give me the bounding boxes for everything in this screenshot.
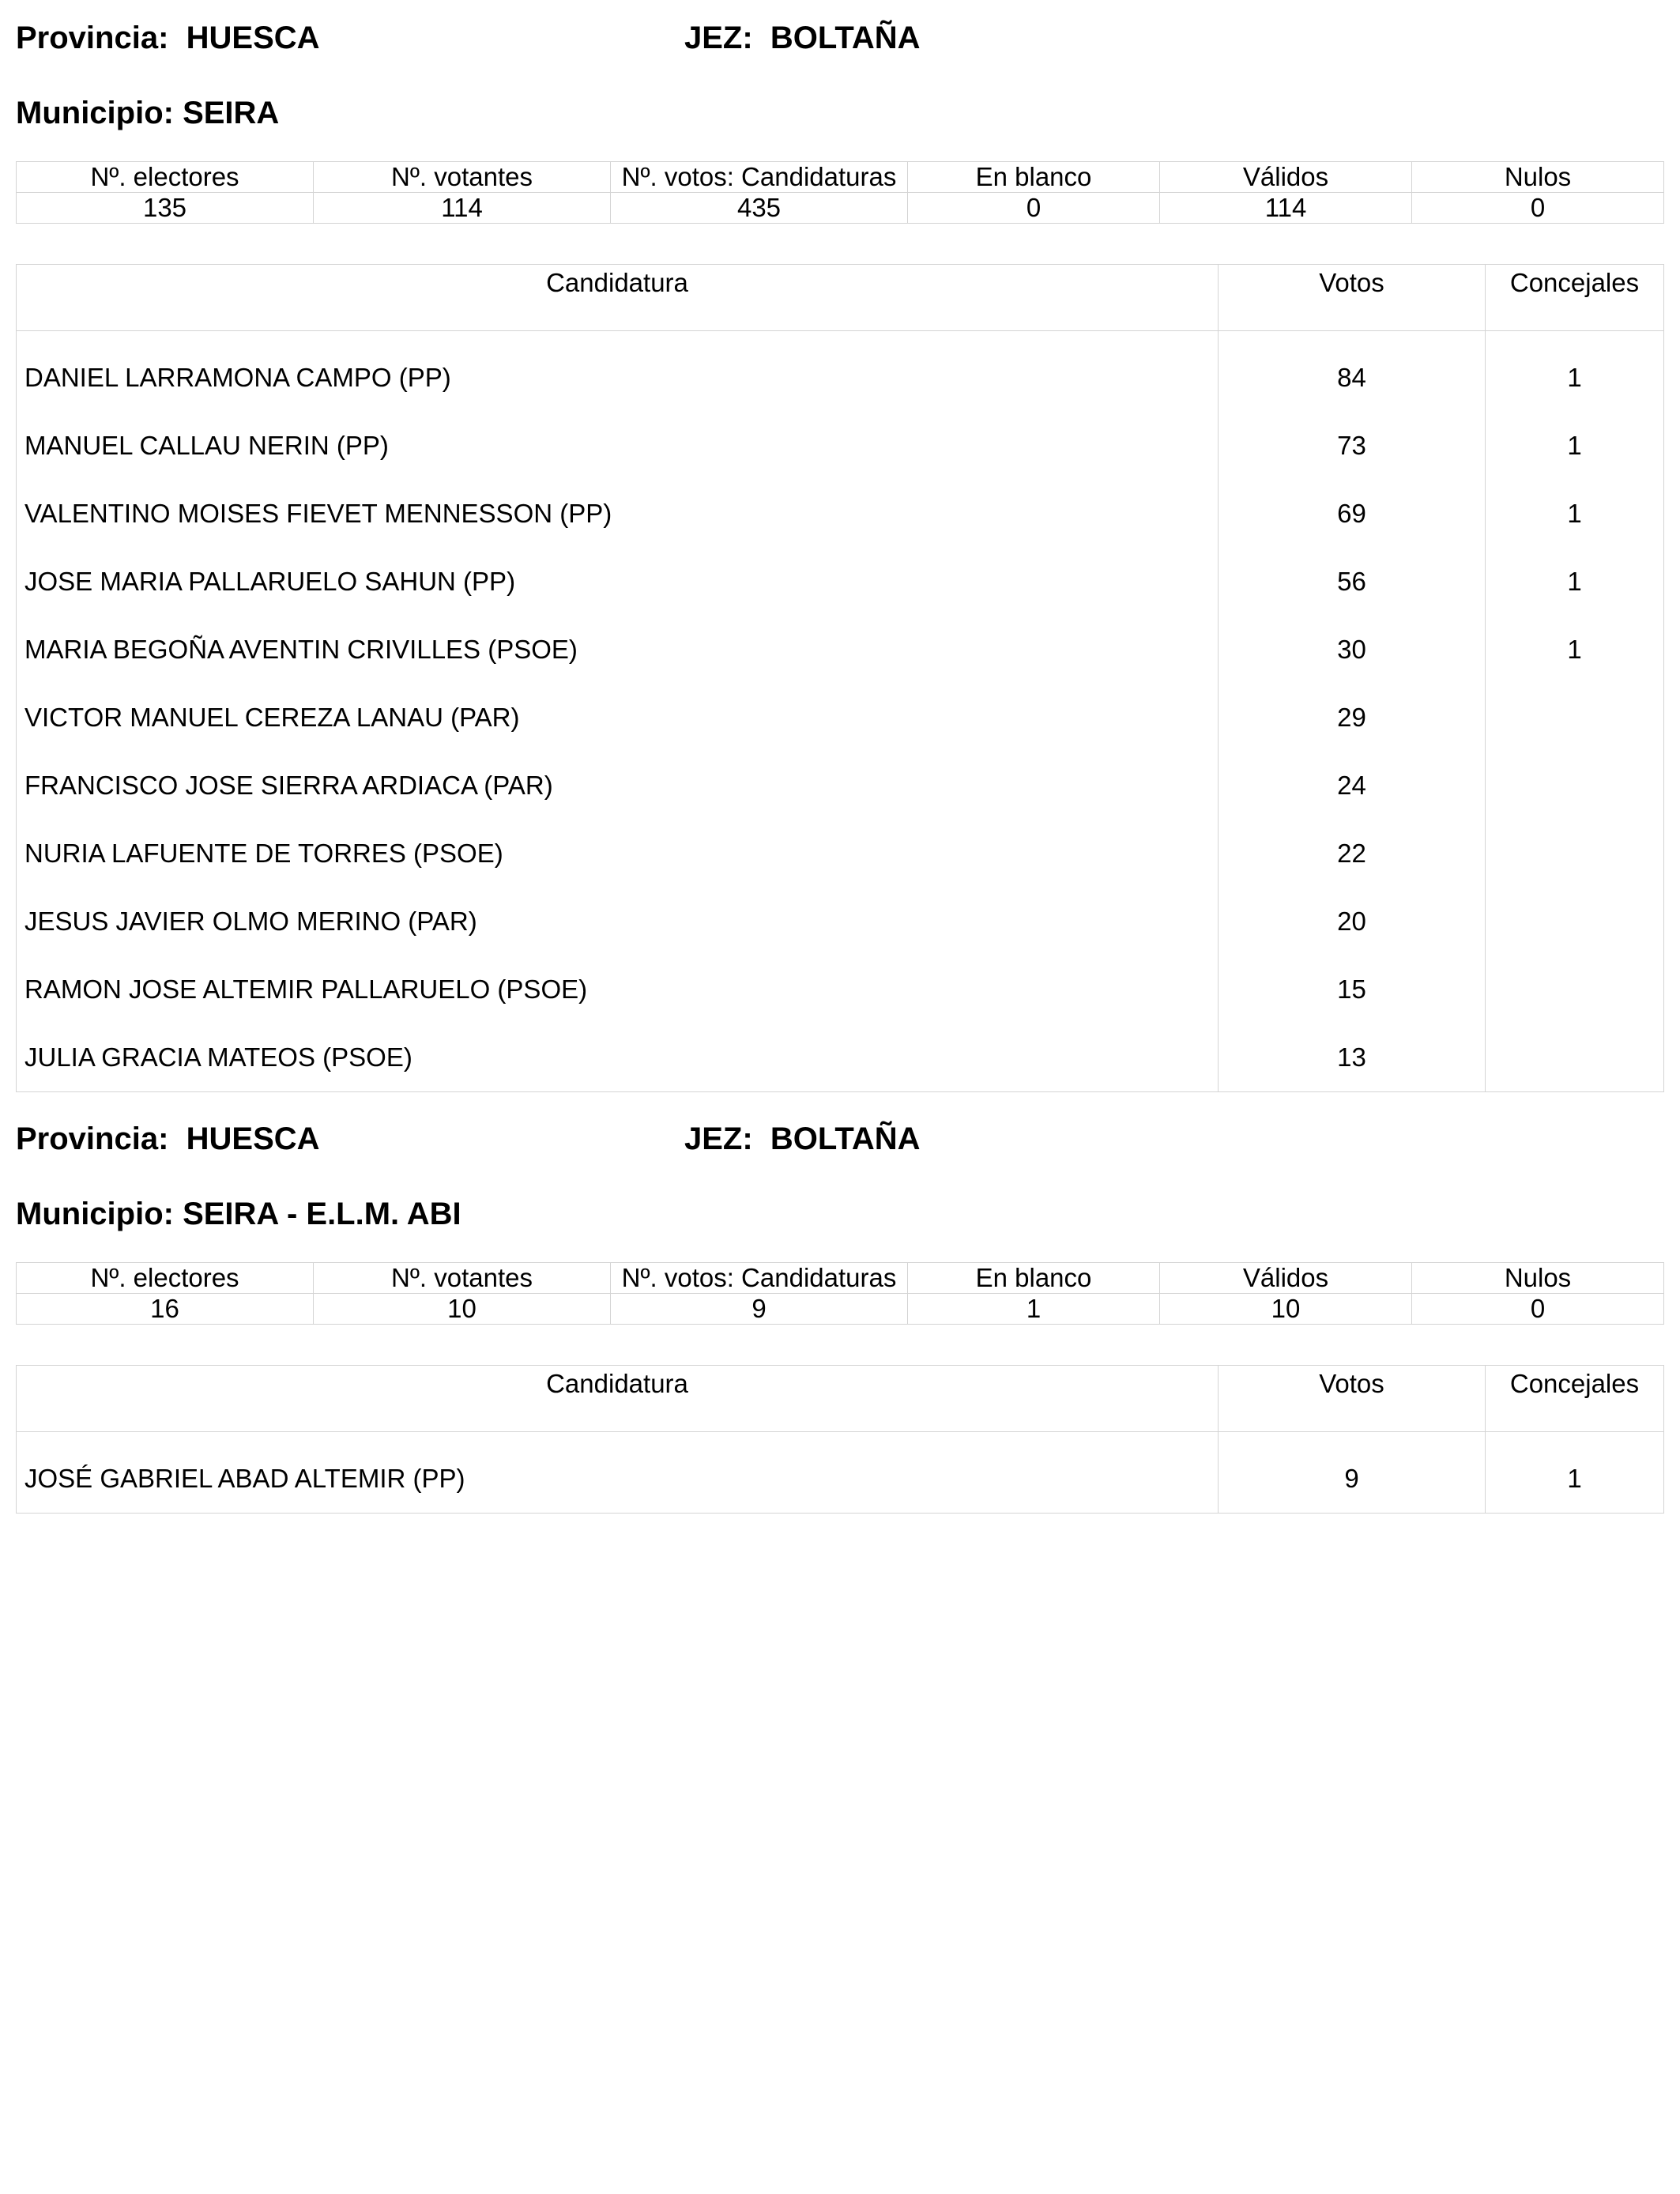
stats-header-votos-candidaturas: Nº. votos: Candidaturas: [611, 1263, 908, 1294]
row-candidatura: VALENTINO MOISES FIEVET MENNESSON (PP): [24, 499, 612, 528]
table-row: [17, 412, 1664, 480]
header-concejales: Concejales: [1486, 1366, 1664, 1432]
stats-value-row: [17, 1294, 1664, 1325]
stats-header-electores: Nº. electores: [17, 162, 314, 193]
row-concejales: [1486, 820, 1664, 888]
stats-header-en-blanco: En blanco: [908, 1263, 1160, 1294]
candidatura-table: [16, 264, 1664, 1092]
header-concejales: Concejales: [1486, 265, 1664, 331]
row-candidatura: VICTOR MANUEL CEREZA LANAU (PAR): [24, 703, 520, 732]
stats-header-en-blanco: En blanco: [908, 162, 1160, 193]
stats-value-validos: 114: [1160, 193, 1412, 224]
row-candidatura: NURIA LAFUENTE DE TORRES (PSOE): [24, 839, 503, 868]
row-concejales: 1: [1486, 344, 1664, 412]
stats-value-en-blanco: 1: [908, 1294, 1160, 1325]
stats-header-votantes: Nº. votantes: [314, 162, 611, 193]
stats-value-validos: 10: [1160, 1294, 1412, 1325]
stats-header-electores: Nº. electores: [17, 1263, 314, 1294]
row-candidatura: MANUEL CALLAU NERIN (PP): [24, 431, 389, 460]
stats-header-votos-candidaturas: Nº. votos: Candidaturas: [611, 162, 908, 193]
row-candidatura: JOSÉ GABRIEL ABAD ALTEMIR (PP): [24, 1464, 465, 1493]
jez-label: JEZ: BOLTAÑA: [684, 1122, 921, 1156]
candidatura-header-row: [17, 265, 1664, 331]
row-candidatura: JESUS JAVIER OLMO MERINO (PAR): [24, 907, 477, 936]
stats-value-votantes: 114: [314, 193, 611, 224]
row-votos: 56: [1219, 548, 1486, 616]
stats-value-electores: 135: [17, 193, 314, 224]
jez-label: JEZ: BOLTAÑA: [684, 21, 921, 55]
municipio-label: Municipio: SEIRA - E.L.M. ABI: [16, 1197, 461, 1231]
table-row: [17, 956, 1664, 1023]
row-votos: 29: [1219, 684, 1486, 752]
header-candidatura: Candidatura: [17, 1366, 1219, 1432]
table-row: [17, 820, 1664, 888]
table-spacer: [17, 1432, 1664, 1446]
stats-value-en-blanco: 0: [908, 193, 1160, 224]
row-candidatura: RAMON JOSE ALTEMIR PALLARUELO (PSOE): [24, 974, 588, 1004]
row-votos: 24: [1219, 752, 1486, 820]
table-row: [17, 548, 1664, 616]
row-votos: 9: [1219, 1445, 1486, 1514]
stats-header-validos: Válidos: [1160, 162, 1412, 193]
table-row: [17, 616, 1664, 684]
stats-header-validos: Válidos: [1160, 1263, 1412, 1294]
row-concejales: 1: [1486, 412, 1664, 480]
row-candidatura: MARIA BEGOÑA AVENTIN CRIVILLES (PSOE): [24, 635, 578, 664]
row-votos: 13: [1219, 1023, 1486, 1092]
table-row: [17, 1023, 1664, 1092]
row-concejales: 1: [1486, 1445, 1664, 1514]
row-votos: 30: [1219, 616, 1486, 684]
row-concejales: 1: [1486, 616, 1664, 684]
row-concejales: [1486, 1023, 1664, 1092]
table-row: [17, 344, 1664, 412]
stats-value-votos-candidaturas: 9: [611, 1294, 908, 1325]
row-concejales: 1: [1486, 548, 1664, 616]
stats-header-row: [17, 1263, 1664, 1294]
stats-value-votantes: 10: [314, 1294, 611, 1325]
row-votos: 84: [1219, 344, 1486, 412]
row-votos: 15: [1219, 956, 1486, 1023]
row-candidatura: FRANCISCO JOSE SIERRA ARDIACA (PAR): [24, 771, 553, 800]
stats-header-votantes: Nº. votantes: [314, 1263, 611, 1294]
table-row: [17, 888, 1664, 956]
stats-table: [16, 161, 1664, 224]
stats-value-votos-candidaturas: 435: [611, 193, 908, 224]
row-candidatura: DANIEL LARRAMONA CAMPO (PP): [24, 363, 451, 392]
table-row: [17, 684, 1664, 752]
stats-header-row: [17, 162, 1664, 193]
row-votos: 22: [1219, 820, 1486, 888]
header-votos: Votos: [1219, 1366, 1486, 1432]
candidatura-header-row: [17, 1366, 1664, 1432]
provincia-label: Provincia: HUESCA: [16, 21, 320, 55]
table-spacer: [17, 331, 1664, 345]
row-votos: 69: [1219, 480, 1486, 548]
stats-value-nulos: 0: [1412, 193, 1664, 224]
stats-value-row: [17, 193, 1664, 224]
row-concejales: [1486, 684, 1664, 752]
table-row: [17, 480, 1664, 548]
table-row: [17, 1445, 1664, 1514]
row-concejales: [1486, 956, 1664, 1023]
row-concejales: [1486, 888, 1664, 956]
municipio-label: Municipio: SEIRA: [16, 96, 280, 130]
header-candidatura: Candidatura: [17, 265, 1219, 331]
table-row: [17, 752, 1664, 820]
stats-header-nulos: Nulos: [1412, 162, 1664, 193]
stats-value-nulos: 0: [1412, 1294, 1664, 1325]
row-candidatura: JOSE MARIA PALLARUELO SAHUN (PP): [24, 567, 516, 596]
row-concejales: 1: [1486, 480, 1664, 548]
row-votos: 73: [1219, 412, 1486, 480]
stats-value-electores: 16: [17, 1294, 314, 1325]
stats-table: [16, 1262, 1664, 1325]
header-votos: Votos: [1219, 265, 1486, 331]
row-votos: 20: [1219, 888, 1486, 956]
stats-header-nulos: Nulos: [1412, 1263, 1664, 1294]
row-concejales: [1486, 752, 1664, 820]
candidatura-table: [16, 1365, 1664, 1514]
provincia-label: Provincia: HUESCA: [16, 1122, 320, 1156]
row-candidatura: JULIA GRACIA MATEOS (PSOE): [24, 1042, 412, 1072]
